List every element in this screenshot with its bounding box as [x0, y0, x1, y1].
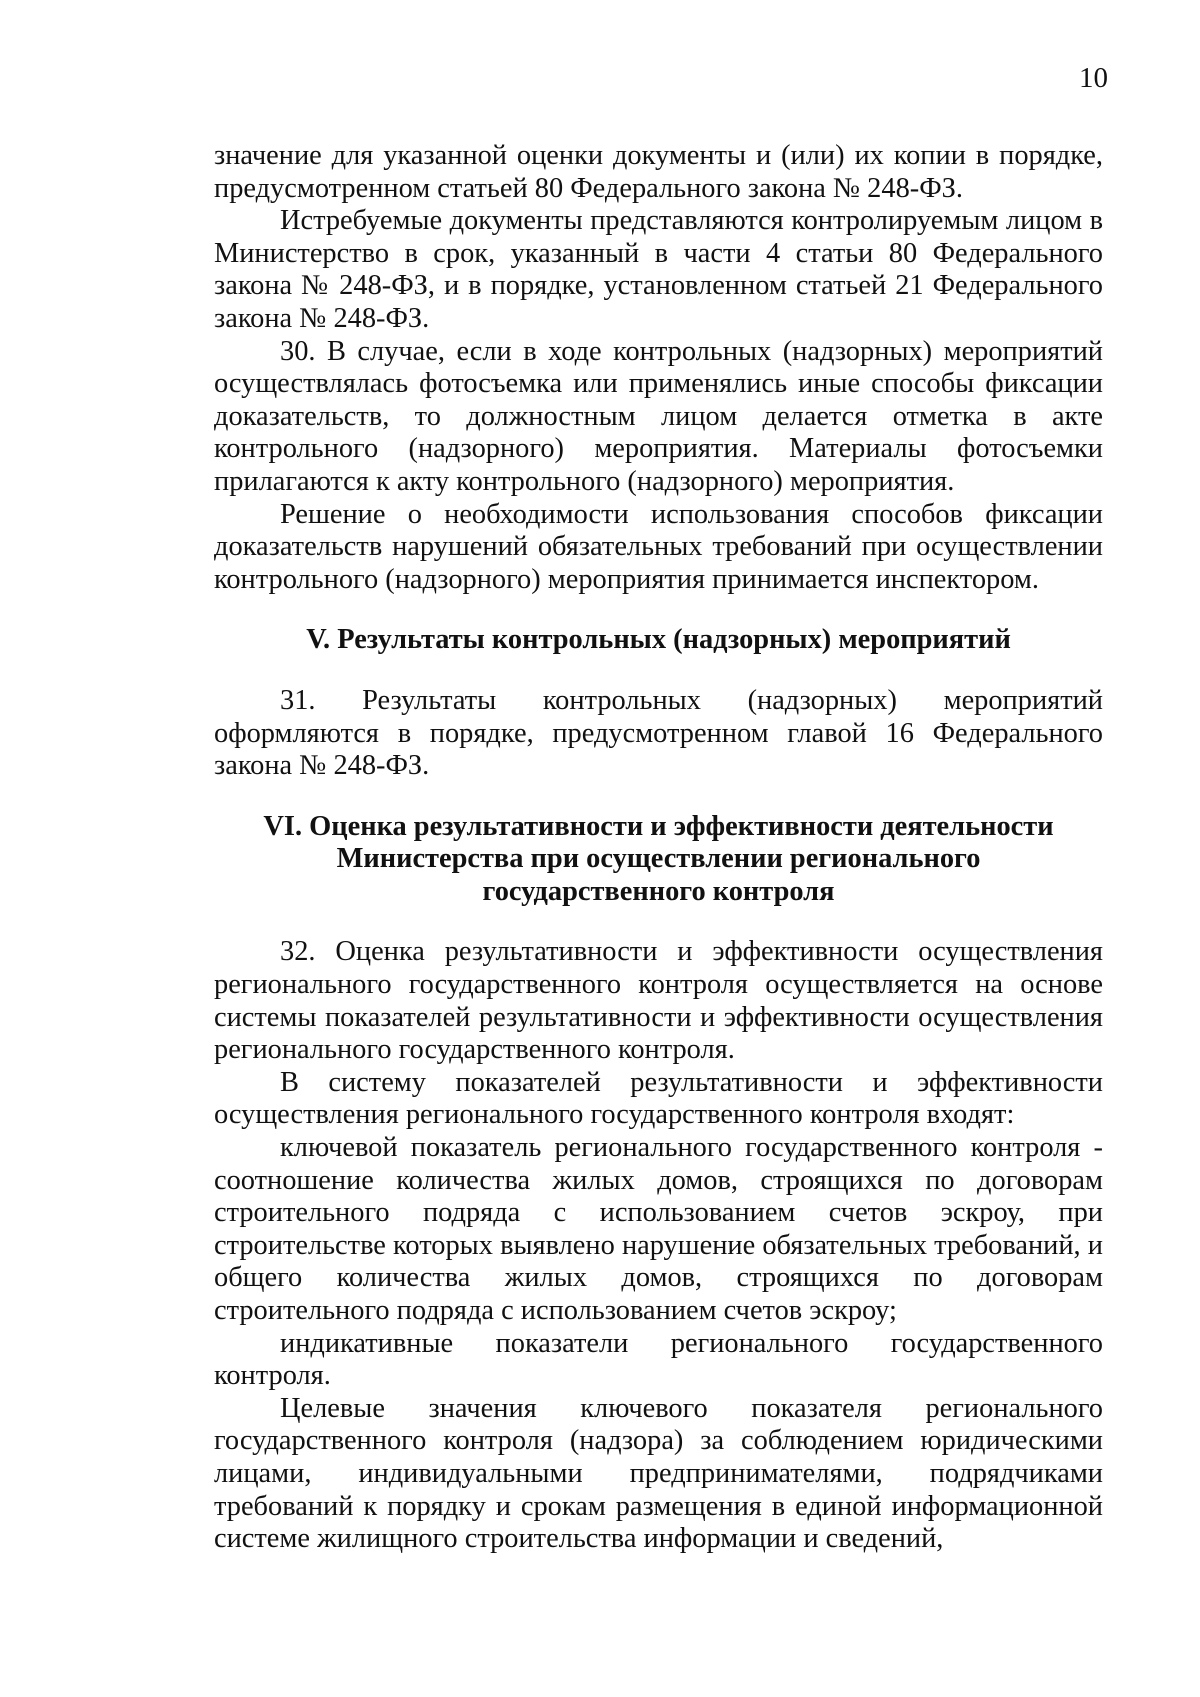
paragraph-item-32: 32. Оценка результативности и эффективности осуществления регионального государственного контроля осуществляется на основе системы показателей результативности и эффективности осуществления регионального государственного контроля.: [214, 936, 1103, 1066]
document-body: [214, 140, 1103, 1556]
paragraph-evidence-decision: Решение о необходимости использования способов фиксации доказательств нарушений обязательных требований при осуществлении контрольного (надзорного) мероприятия принимается инспектором.: [214, 498, 1103, 595]
paragraph-indicator-system: В систему показателей результативности и эффективности осуществления регионального государственного контроля входят:: [214, 1066, 1103, 1131]
paragraph-item-31: 31. Результаты контрольных (надзорных) мероприятий оформляются в порядке, предусмотренном главой 16 Федерального закона № 248-ФЗ.: [214, 684, 1103, 782]
paragraph-continuation: значение для указанной оценки документы и (или) их копии в порядке, предусмотренном статьей 80 Федерального закона № 248-ФЗ.: [214, 140, 1103, 204]
paragraph-target-values: Целевые значения ключевого показателя регионального государственного контроля (надзора) за соблюдением юридическими лицами, индивидуальными предпринимателями, подрядчиками требований к порядку и срокам размещения в единой информационной системе жилищного строительства информации и сведений,: [214, 1392, 1103, 1555]
section-6-heading-line-1: VI. Оценка результативности и эффективности деятельности: [263, 810, 1054, 842]
paragraph-item-30: 30. В случае, если в ходе контрольных (надзорных) мероприятий осуществлялась фотосъемка или применялись иные способы фиксации доказательств, то должностным лицом делается отметка в акте контрольного (надзорного) мероприятия. Материалы фотосъемки прилагаются к акту контрольного (надзорного) мероприятия.: [214, 335, 1103, 497]
page-number: 10: [1079, 62, 1108, 94]
section-6-heading-line-2: Министерства при осуществлении регионального: [336, 843, 981, 875]
paragraph-key-indicator: ключевой показатель регионального государственного контроля - соотношение количества жилых домов, строящихся по договорам строительного подряда с использованием счетов эскроу, при строительстве которых выявлено нарушение обязательных требований, и общего количества жилых домов, строящихся по договорам строительного подряда с использованием счетов эскроу;: [214, 1132, 1103, 1326]
section-6-heading-line-3: государственного контроля: [482, 875, 835, 907]
section-5-heading: V. Результаты контрольных (надзорных) мероприятий: [306, 624, 1011, 656]
paragraph-indicative-indicators: индикативные показатели регионального государственного контроля.: [214, 1327, 1103, 1392]
section-6-heading: [214, 811, 1103, 909]
paragraph-requested-documents: Истребуемые документы представляются контролируемым лицом в Министерство в срок, указанный в части 4 статьи 80 Федерального закона № 248-ФЗ, и в порядке, установленном статьей 21 Федерального закона № 248-ФЗ.: [214, 205, 1103, 334]
